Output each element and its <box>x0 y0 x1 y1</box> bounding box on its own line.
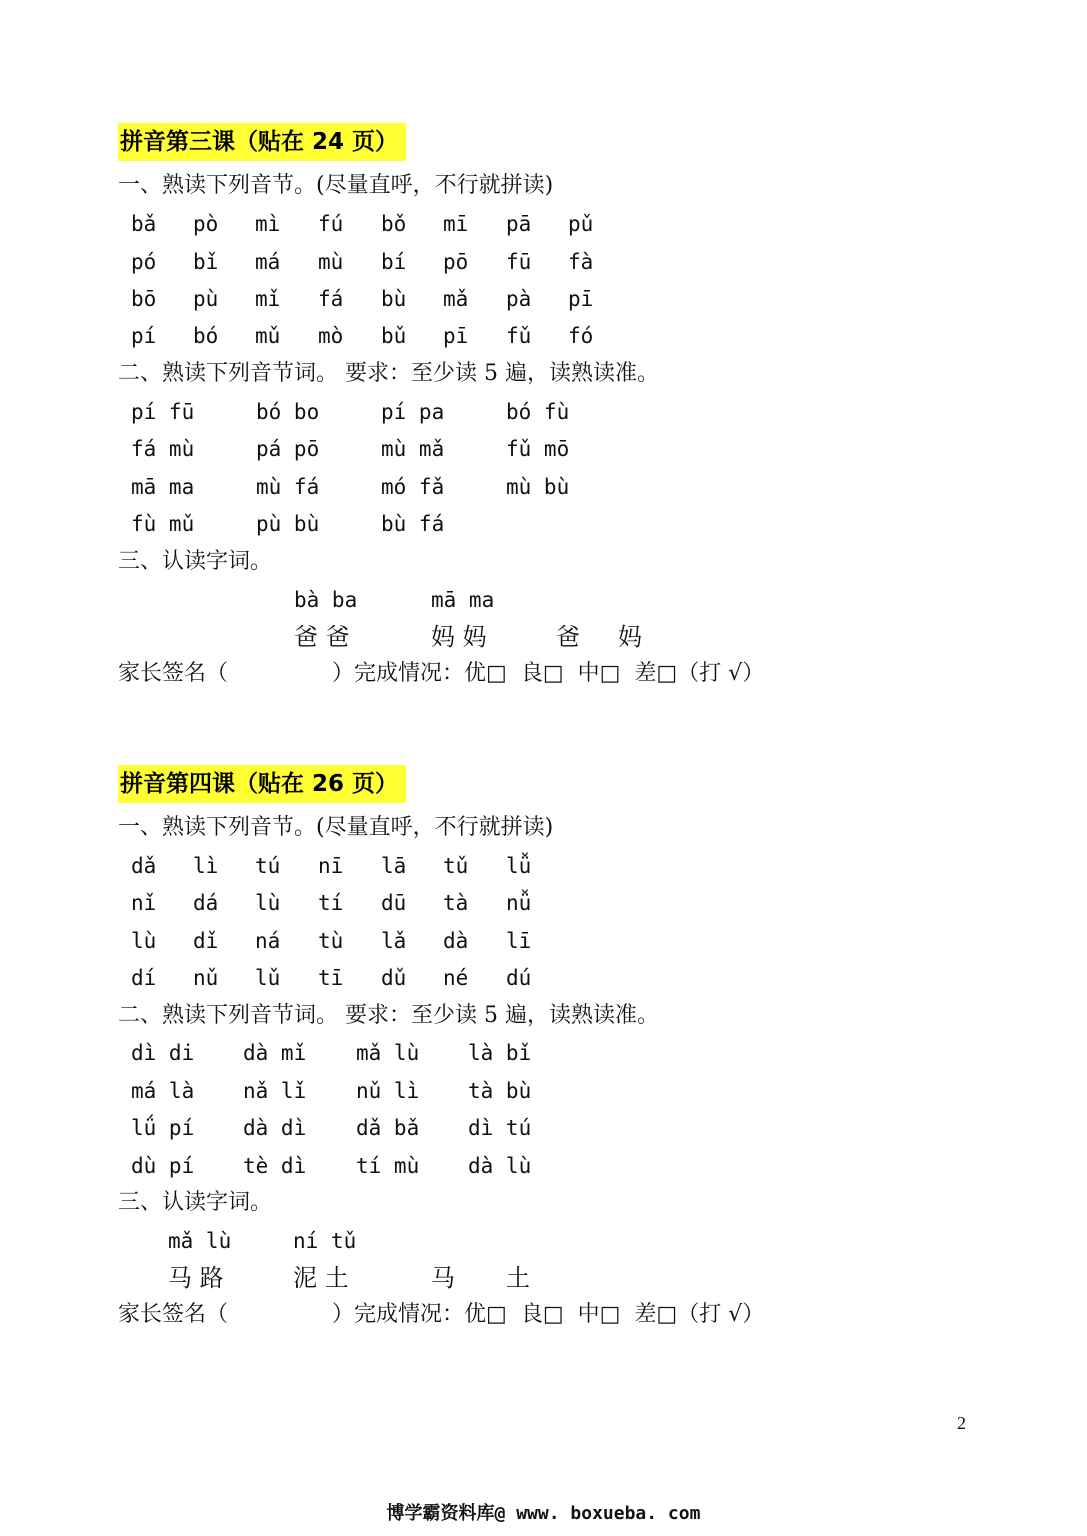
chars-heading: 三、认读字词。 <box>118 1190 273 1215</box>
syllable: dǐ <box>193 929 219 953</box>
words-heading: 二、熟读下列音节词。 要求：至少读 5 遍，读熟读准。 <box>118 361 659 386</box>
chars-heading: 三、认读字词。 <box>118 549 273 574</box>
syllable: pí <box>131 324 157 348</box>
syllable-word: dì tú <box>468 1116 532 1140</box>
char-pinyin: mǎ lù <box>168 1229 232 1253</box>
syllable-word: mā ma <box>131 475 195 499</box>
syllable-word: dà mǐ <box>243 1041 307 1065</box>
syllable: pó <box>131 250 157 274</box>
syllable-word: dà lù <box>468 1154 532 1178</box>
syllable: fó <box>568 324 594 348</box>
syllable: mī <box>443 212 469 236</box>
completion-label: ）完成情况： <box>332 1302 465 1327</box>
page-number: 2 <box>957 1413 966 1433</box>
hanzi-word: 爸 爸 <box>294 623 350 651</box>
syllable-word: dǎ bǎ <box>356 1116 420 1140</box>
char-pinyin: ní tǔ <box>293 1229 357 1253</box>
syllable-word: nǔ lì <box>356 1079 420 1103</box>
syllables-heading: 一、熟读下列音节。(尽量直呼，不行就拼读) <box>118 815 554 840</box>
syllable: nǐ <box>131 891 157 915</box>
syllable-word: mù bù <box>506 475 570 499</box>
hanzi-char: 爸 <box>556 623 580 651</box>
syllable: lā <box>381 854 407 878</box>
syllable: dá <box>193 891 219 915</box>
rating-option-excellent[interactable]: 优□ <box>464 1302 507 1327</box>
syllable: dú <box>506 966 532 990</box>
syllable-word: mù fá <box>256 475 320 499</box>
syllable: pī <box>568 287 594 311</box>
rating-option-excellent[interactable]: 优□ <box>464 661 507 686</box>
rating-option-average[interactable]: 中□ <box>577 661 621 686</box>
rating-option-good[interactable]: 良□ <box>520 1302 564 1327</box>
hanzi-word: 马 路 <box>168 1264 224 1292</box>
syllable: lǔ <box>255 966 281 990</box>
syllable-word: má là <box>131 1079 195 1103</box>
syllable: bǐ <box>193 250 219 274</box>
words-heading: 二、熟读下列音节词。 要求：至少读 5 遍，读熟读准。 <box>118 1003 659 1028</box>
syllable: mǔ <box>255 324 281 348</box>
syllable: bō <box>131 287 157 311</box>
syllable-word: pá pō <box>256 437 320 461</box>
syllable: ná <box>255 929 281 953</box>
syllable: pō <box>443 250 469 274</box>
syllable: tī <box>318 966 344 990</box>
lesson-title: 拼音第四课（贴在 26 页） <box>118 765 406 803</box>
syllable: fá <box>318 287 344 311</box>
footer-watermark: 博学霸资料库@ www. boxueba. com <box>386 1503 701 1524</box>
char-pinyin: bà ba <box>294 588 358 612</box>
syllable: pǔ <box>568 212 594 236</box>
syllable: bí <box>381 250 407 274</box>
syllable: tí <box>318 891 344 915</box>
syllable: fú <box>318 212 344 236</box>
hanzi-char: 土 <box>506 1264 530 1292</box>
tick-note: （打 √） <box>677 661 765 686</box>
syllable: lù <box>255 891 281 915</box>
syllable-word: bó fù <box>506 400 570 424</box>
syllable: bǔ <box>381 324 407 348</box>
syllable-word: tè dì <box>243 1154 307 1178</box>
syllable-word: fù mǔ <box>131 512 195 536</box>
syllable: fū <box>506 250 532 274</box>
syllable: dà <box>443 929 469 953</box>
syllable-word: fá mù <box>131 437 195 461</box>
hanzi-word: 泥 土 <box>293 1264 349 1292</box>
syllable: pò <box>193 212 219 236</box>
syllable: mǐ <box>255 287 281 311</box>
rating-option-poor[interactable]: 差□ <box>634 661 678 686</box>
syllable: lì <box>193 854 219 878</box>
rating-option-good[interactable]: 良□ <box>520 661 564 686</box>
lesson-title: 拼音第三课（贴在 24 页） <box>118 123 406 161</box>
syllable: lǚ <box>506 854 532 878</box>
completion-label: ）完成情况： <box>332 661 465 686</box>
syllable: dǔ <box>381 966 407 990</box>
hanzi-char: 妈 <box>618 623 642 651</box>
syllables-heading: 一、熟读下列音节。(尽量直呼，不行就拼读) <box>118 173 554 198</box>
syllable-word: là bǐ <box>468 1041 532 1065</box>
syllable: lǎ <box>381 929 407 953</box>
syllable: pù <box>193 287 219 311</box>
syllable-word: tí mù <box>356 1154 420 1178</box>
syllable: lù <box>131 929 157 953</box>
syllable: lī <box>506 929 532 953</box>
syllable-word: mù mǎ <box>381 437 445 461</box>
syllable: né <box>443 966 469 990</box>
syllable: pī <box>443 324 469 348</box>
syllable: tà <box>443 891 469 915</box>
syllable-word: bó bo <box>256 400 320 424</box>
syllable-word: tà bù <box>468 1079 532 1103</box>
syllable: nǚ <box>506 891 532 915</box>
syllable-word: fǔ mō <box>506 437 570 461</box>
syllable: bǎ <box>131 212 157 236</box>
syllable: má <box>255 250 281 274</box>
syllable: mù <box>318 250 344 274</box>
syllable-word: nǎ lǐ <box>243 1079 307 1103</box>
syllable: tú <box>255 854 281 878</box>
rating-option-average[interactable]: 中□ <box>577 1302 621 1327</box>
syllable-word: pí pa <box>381 400 445 424</box>
syllable-word: pí fū <box>131 400 195 424</box>
syllable: fà <box>568 250 594 274</box>
syllable: mò <box>318 324 344 348</box>
hanzi-word: 妈 妈 <box>431 623 487 651</box>
syllable: mì <box>255 212 281 236</box>
syllable: bǒ <box>381 212 407 236</box>
syllable: bó <box>193 324 219 348</box>
syllable: tù <box>318 929 344 953</box>
syllable: bù <box>381 287 407 311</box>
rating-option-poor[interactable]: 差□ <box>634 1302 678 1327</box>
syllable: nī <box>318 854 344 878</box>
hanzi-char: 马 <box>431 1264 455 1292</box>
syllable: nǔ <box>193 966 219 990</box>
syllable-word: dù pí <box>131 1154 195 1178</box>
tick-note: （打 √） <box>677 1302 765 1327</box>
parent-signature-line <box>118 659 764 689</box>
syllable: fǔ <box>506 324 532 348</box>
syllable: pā <box>506 212 532 236</box>
syllable: tǔ <box>443 854 469 878</box>
syllable-word: pù bù <box>256 512 320 536</box>
syllable: dí <box>131 966 157 990</box>
syllable-word: bù fá <box>381 512 445 536</box>
syllable-word: mó fǎ <box>381 475 445 499</box>
syllable: dǎ <box>131 854 157 878</box>
syllable: pà <box>506 287 532 311</box>
parent-signature-line <box>118 1300 764 1330</box>
syllable: dū <box>381 891 407 915</box>
syllable-word: dì di <box>131 1041 195 1065</box>
signature-label: 家长签名（ <box>118 661 229 686</box>
syllable-word: dà dì <box>243 1116 307 1140</box>
syllable-word: mǎ lù <box>356 1041 420 1065</box>
char-pinyin: mā ma <box>431 588 495 612</box>
signature-label: 家长签名（ <box>118 1302 229 1327</box>
syllable-word: lǘ pí <box>131 1116 195 1140</box>
syllable: mǎ <box>443 287 469 311</box>
